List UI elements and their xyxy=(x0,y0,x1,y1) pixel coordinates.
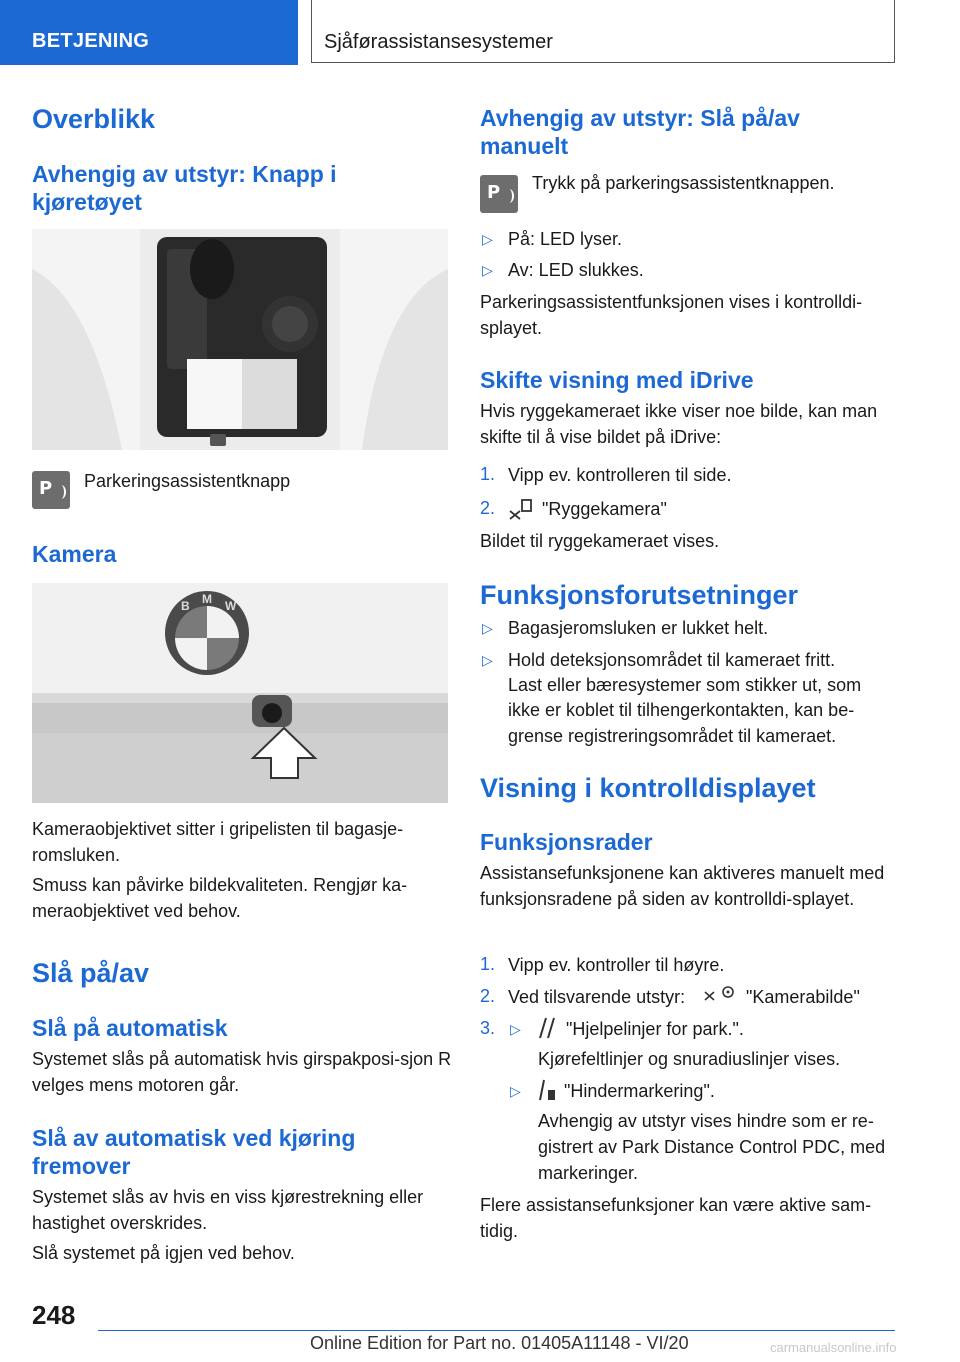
console-illustration xyxy=(32,229,448,450)
triangle-right-icon: ▷ xyxy=(482,262,493,278)
step-number-3: 3. xyxy=(480,1018,496,1038)
rader-paragraph: Assistansefunksjonene kan aktiveres manuelt med funksjonsradene på siden av kontrolldi-splayet. xyxy=(480,863,885,909)
rader-step-3b: "Hindermarkering". xyxy=(564,1081,715,1101)
camera-illustration xyxy=(32,583,448,803)
forutsetning-2-line-4: grense registreringsområdet til kameraet. xyxy=(508,726,837,746)
final-paragraph: Flere assistansefunksjoner kan være aktive sam-tidig. xyxy=(480,1195,872,1241)
idrive-paragraph: Hvis ryggekameraet ikke viser noe bilde, kan man skifte til å vise bildet på iDrive: xyxy=(480,401,878,447)
camera-settings-icon xyxy=(702,982,738,1008)
heading-funksjonsforutsetninger: Funksjonsforutsetninger xyxy=(480,580,799,610)
section-tab xyxy=(0,0,298,65)
heading-sla-pa-av: Slå på/av xyxy=(32,958,150,988)
obstacle-marking-icon xyxy=(536,1076,558,1102)
heading-idrive: Skifte visning med iDrive xyxy=(480,367,754,393)
bmw-letter-b: B xyxy=(181,599,190,613)
chapter-tab xyxy=(311,0,895,63)
triangle-right-icon: ▷ xyxy=(510,1083,521,1099)
forutsetning-2-line-2: Last eller bæresystemer som stikker ut, som xyxy=(508,675,862,695)
fremover-paragraph-1: Systemet slås av hvis en viss kjørestrekning eller hastighet overskrides. xyxy=(32,1187,424,1233)
bullet-pa: På: LED lyser. xyxy=(508,229,623,249)
heading-fremover: Slå av automatisk ved kjøring fremover xyxy=(32,1125,356,1179)
fremover-paragraph-2: Slå systemet på igjen ved behov. xyxy=(32,1243,295,1263)
heading-funksjonsrader: Funksjonsrader xyxy=(480,829,653,855)
idrive-step-1: Vipp ev. kontrolleren til side. xyxy=(508,465,732,485)
manuelt-instruction: Trykk på parkeringsassistentknappen. xyxy=(532,173,835,193)
triangle-right-icon: ▷ xyxy=(482,620,493,636)
triangle-right-icon: ▷ xyxy=(482,231,493,247)
bullet-av: Av: LED slukkes. xyxy=(508,260,644,280)
heading-knapp: Avhengig av utstyr: Knapp i kjøretøyet xyxy=(32,161,337,215)
manuelt-paragraph: Parkeringsassistentfunksjonen vises i kontrolldi-splayet. xyxy=(480,292,863,338)
step-number-2: 2. xyxy=(480,498,496,518)
section-label: BETJENING xyxy=(32,30,150,52)
parking-assist-icon: P xyxy=(480,175,518,213)
guide-lines-icon xyxy=(536,1014,558,1040)
button-caption: Parkeringsassistentknapp xyxy=(84,471,291,491)
forutsetning-2-line-3: ikke er koblet til tilhengerkontakten, kan be- xyxy=(508,700,855,720)
parking-assist-icon: P xyxy=(32,471,70,509)
footer-divider xyxy=(98,1330,895,1331)
step-number-1: 1. xyxy=(480,954,496,974)
page-number: 248 xyxy=(32,1300,76,1330)
rader-step-3b-desc: Avhengig av utstyr vises hindre som er re-gistrert av Park Distance Control PDC, med markeringer. xyxy=(538,1111,886,1183)
rear-camera-icon xyxy=(508,497,536,523)
step-number-1: 1. xyxy=(480,464,496,484)
idrive-step-2: "Ryggekamera" xyxy=(542,499,667,519)
auto-paragraph: Systemet slås på automatisk hvis girspakposi-sjon R velges mens motoren går. xyxy=(32,1049,452,1095)
chapter-label: Sjåførassistansesystemer xyxy=(324,31,553,53)
rader-step-3a-desc: Kjørefeltlinjer og snuradiuslinjer vises. xyxy=(538,1049,841,1069)
watermark: carmanualsonline.info xyxy=(770,1340,897,1355)
forutsetning-1: Bagasjeromsluken er lukket helt. xyxy=(508,618,769,638)
kamera-paragraph-2: Smuss kan påvirke bildekvaliteten. Rengjør ka-meraobjektivet ved behov. xyxy=(32,875,408,921)
edition-text: Online Edition for Part no. 01405A11148 - VI/20 xyxy=(310,1333,689,1353)
bmw-letter-m: M xyxy=(202,592,212,606)
bmw-letter-w: W xyxy=(225,599,237,613)
rader-step-3a: "Hjelpelinjer for park.". xyxy=(566,1019,744,1039)
heading-kamera: Kamera xyxy=(32,541,117,567)
console-figure xyxy=(32,229,448,450)
triangle-right-icon: ▷ xyxy=(510,1021,521,1037)
triangle-right-icon: ▷ xyxy=(482,652,493,668)
rader-step-2-label: "Kamerabilde" xyxy=(746,987,860,1007)
heading-overblikk: Overblikk xyxy=(32,104,156,134)
camera-figure xyxy=(32,583,448,803)
rader-step-2: Ved tilsvarende utstyr: xyxy=(508,987,686,1007)
heading-sla-pa-automatisk: Slå på automatisk xyxy=(32,1015,228,1041)
rader-step-1: Vipp ev. kontroller til høyre. xyxy=(508,955,725,975)
heading-manuelt: Avhengig av utstyr: Slå på/av manuelt xyxy=(480,105,800,159)
kamera-paragraph-1: Kameraobjektivet sitter i gripelisten til bagasje-romsluken. xyxy=(32,819,404,865)
heading-visning: Visning i kontrolldisplayet xyxy=(480,773,816,803)
forutsetning-2-line-1: Hold deteksjonsområdet til kameraet fritt. xyxy=(508,650,836,670)
step-number-2: 2. xyxy=(480,986,496,1006)
idrive-result: Bildet til ryggekameraet vises. xyxy=(480,531,720,551)
